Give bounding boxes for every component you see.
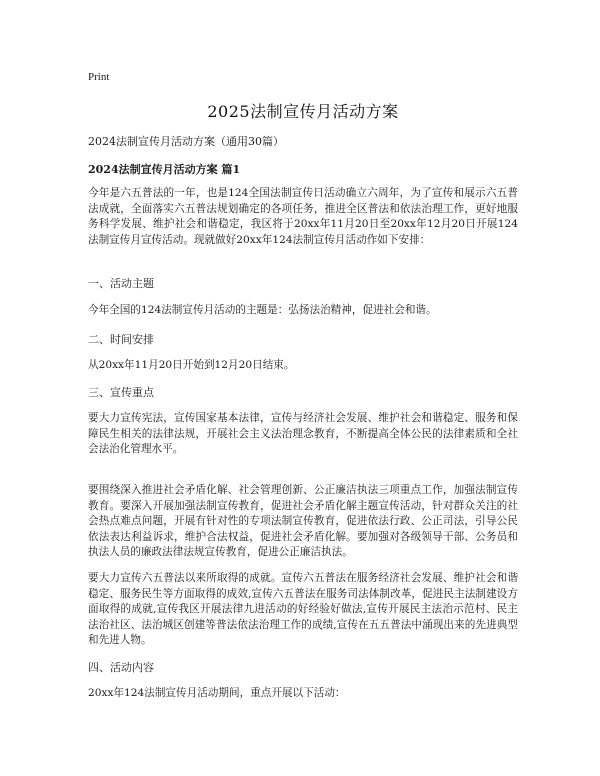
time-paragraph: 从20xx年11月20日开始到12月20日结束。 xyxy=(88,359,295,371)
theme-paragraph: 今年全国的124法制宣传月活动的主题是：弘扬法治精神，促进社会和谐。 xyxy=(88,304,437,316)
focus-paragraph-1: 要大力宣传宪法，宣传国家基本法律，宣传与经济社会发展、维护社会和谐稳定、服务和保障民生相关的法律法规，开展社会主义法治理念教育，不断提高全体公民的法律素质和全社会法治化管理水平。 xyxy=(88,412,518,456)
focus-paragraph-3: 要大力宣传六五普法以来所取得的成就。宣传六五普法在服务经济社会发展、维护社会和谐稳定、服务民生等方面取得的成效,宣传六五普法在服务司法体制改革，促进民主法制建设方面取得的成就,宣传我区开展法律九进活动的好经验好做法,宣传开展民主法治示范村、民主法治社区、法治城区创建等普法依法治理工作的成绩,宣传在五五普法中涌现出来的先进典型和先进人物。 xyxy=(88,572,518,647)
page-title: 2025法制宣传月活动方案 xyxy=(207,102,399,121)
heading-publicity-focus: 三、宣传重点 xyxy=(88,386,154,399)
document-subtitle: 2024法制宣传月活动方案（通用30篇） xyxy=(88,135,284,148)
print-link[interactable]: Print xyxy=(88,71,110,83)
heading-activity-theme: 一、活动主题 xyxy=(88,277,154,290)
intro-paragraph: 今年是六五普法的一年，也是124全国法制宣传日活动确立六周年，为了宣传和展示六五普法成就，全面落实六五普法规划确定的各项任务，推进全区普法和依法治理工作，更好地服务科学发展、维护社会和谐稳定，我区将于20xx年11月20日至20xx年12月20日开展124法制宣传月宣传活动。现就做好20xx年124法制宣传月活动作如下安排： xyxy=(88,187,518,246)
content-paragraph: 20xx年124法制宣传月活动期间，重点开展以下活动： xyxy=(88,687,346,699)
heading-time-schedule: 二、时间安排 xyxy=(88,333,154,346)
focus-paragraph-2: 要围绕深入推进社会矛盾化解、社会管理创新、公正廉洁执法三项重点工作，加强法制宣传教育。要深入开展加强法制宣传教育，促进社会矛盾化解主题宣传活动，针对群众关注的社会热点难点问题，开展有针对性的专项法制宣传教育，促进依法行政、公正司法，引导公民依法表达利益诉求，维护合法权益，促进社会矛盾化解。要加强对各级领导干部、公务员和执法人员的廉政法律法规宣传教育，促进公正廉洁执法。 xyxy=(88,484,518,559)
heading-activity-content: 四、活动内容 xyxy=(88,661,154,674)
section-heading: 2024法制宣传月活动方案 篇1 xyxy=(88,163,241,176)
